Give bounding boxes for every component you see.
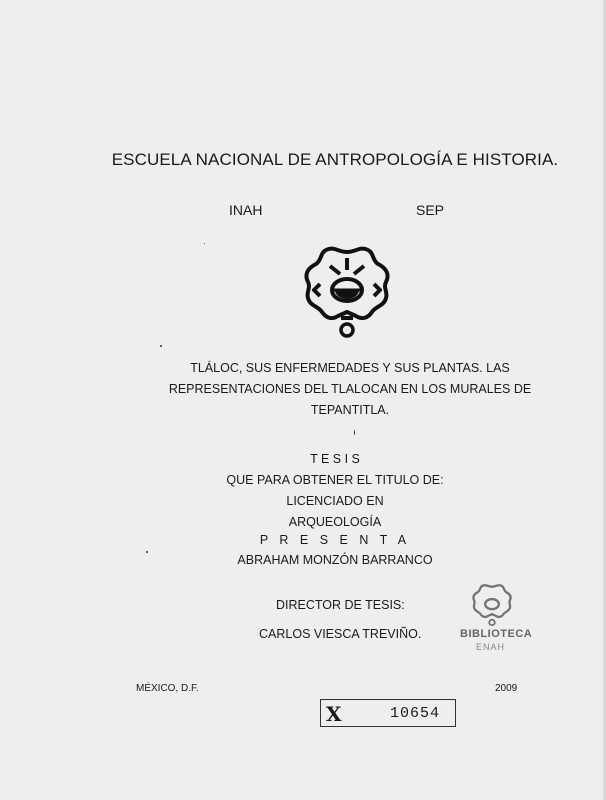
degree-line-2: ARQUEOLOGÍA: [288, 515, 382, 529]
library-stamp-text: BIBLIOTECA: [460, 628, 533, 640]
sep-label: SEP: [416, 202, 445, 218]
library-stamp-sub: ENAH: [476, 642, 506, 652]
title-line-2: REPRESENTACIONES DEL TLALOCAN EN LOS MURALES DE: [168, 382, 532, 396]
catalog-number: 10654: [390, 705, 441, 722]
inah-glyph-icon: [300, 244, 394, 340]
library-stamp-glyph-icon: [470, 583, 514, 627]
scan-speck: [160, 345, 162, 347]
tesis-label: T E S I S: [310, 452, 360, 466]
scan-speck: [204, 243, 205, 244]
school-name: ESCUELA NACIONAL DE ANTROPOLOGÍA E HISTORIA.: [111, 150, 559, 169]
title-line-3: TEPANTITLA.: [310, 403, 390, 417]
title-line-1: TLÁLOC, SUS ENFERMEDADES Y SUS PLANTAS. LAS: [190, 361, 510, 375]
catalog-mark: X: [326, 702, 342, 726]
presenta-label: P R E S E N T A: [259, 533, 411, 547]
degree-line-1: LICENCIADO EN: [286, 494, 384, 508]
city-label: MÉXICO, D.F.: [136, 683, 199, 694]
director-label: DIRECTOR DE TESIS:: [276, 598, 405, 612]
inah-label: INAH: [229, 202, 263, 218]
year-label: 2009: [495, 683, 518, 694]
purpose-line: QUE PARA OBTENER EL TITULO DE:: [226, 473, 444, 487]
author-name: ABRAHAM MONZÓN BARRANCO: [237, 553, 433, 567]
scan-speck: [146, 551, 148, 553]
director-name: CARLOS VIESCA TREVIÑO.: [259, 627, 422, 641]
scan-speck: [354, 430, 355, 435]
